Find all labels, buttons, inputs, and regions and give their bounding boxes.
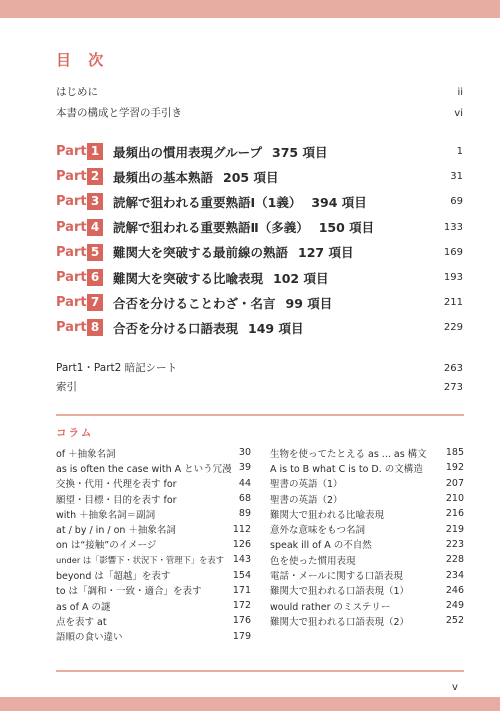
entry-page: ii bbox=[457, 87, 463, 98]
column-entry[interactable] bbox=[56, 598, 251, 613]
entry-label: 色を使った慣用表現 bbox=[270, 555, 356, 567]
entry-label: at / by / in / on ＋抽象名詞 bbox=[56, 525, 176, 537]
column-entry[interactable] bbox=[56, 552, 251, 567]
column-entry[interactable] bbox=[56, 567, 251, 582]
column-entry[interactable] bbox=[270, 491, 464, 506]
part-page: 133 bbox=[443, 221, 463, 233]
column-list-right bbox=[270, 445, 464, 629]
part-title: 読解で狙われる重要熟語Ⅰ（1義） 394 項目 bbox=[113, 194, 367, 210]
toc-entry[interactable] bbox=[56, 105, 463, 126]
entry-page: 171 bbox=[232, 584, 251, 596]
entry-label: under は「影響下・状況下・管理下」を表す bbox=[56, 554, 224, 565]
entry-label: 語順の食い違い bbox=[56, 632, 123, 644]
entry-label: 点を表す at bbox=[56, 616, 107, 628]
entry-page: 185 bbox=[445, 447, 464, 459]
part-number-badge: 1 bbox=[87, 143, 103, 160]
front-matter-list bbox=[56, 84, 463, 126]
part-item-count: 375 項目 bbox=[272, 144, 328, 160]
page-title: 目 次 bbox=[56, 51, 110, 69]
entry-page: 179 bbox=[232, 630, 251, 642]
column-entry[interactable] bbox=[56, 537, 251, 552]
column-entry[interactable] bbox=[270, 460, 464, 475]
column-entry[interactable] bbox=[270, 506, 464, 521]
entry-page: 89 bbox=[238, 508, 251, 520]
part-entry[interactable] bbox=[56, 315, 463, 340]
entry-page: 249 bbox=[445, 600, 464, 612]
entry-page: 228 bbox=[445, 554, 464, 566]
column-entry[interactable] bbox=[270, 537, 464, 552]
part-number-badge: 8 bbox=[87, 319, 103, 336]
entry-label: on は“接触”のイメージ bbox=[56, 540, 157, 552]
section-divider bbox=[56, 414, 464, 416]
part-page: 69 bbox=[450, 196, 463, 208]
column-entry[interactable] bbox=[56, 506, 251, 521]
column-list-left bbox=[56, 445, 251, 644]
entry-label: 難関大で狙われる口語表現（2） bbox=[270, 616, 410, 628]
entry-page: 143 bbox=[232, 554, 251, 566]
part-title: 最頻出の慣用表現グループ 375 項目 bbox=[113, 144, 328, 160]
column-entry[interactable] bbox=[56, 613, 251, 628]
entry-page: 234 bbox=[445, 569, 464, 581]
entry-page: 246 bbox=[445, 584, 464, 596]
entry-label: as is often the case with A という冗漫 bbox=[56, 463, 232, 475]
column-entry[interactable] bbox=[56, 445, 251, 460]
entry-label: 生物を使ってたとえる as ... as 構文 bbox=[270, 448, 427, 460]
entry-page: 30 bbox=[238, 447, 251, 459]
part-item-count: 127 項目 bbox=[298, 245, 354, 261]
entry-page: 219 bbox=[445, 523, 464, 535]
part-title: 合否を分ける口語表現 149 項目 bbox=[113, 320, 304, 336]
entry-page: 263 bbox=[443, 363, 463, 374]
part-word: Part bbox=[56, 320, 87, 336]
entry-label: with ＋抽象名詞＝副詞 bbox=[56, 509, 156, 521]
entry-label: 聖書の英語（1） bbox=[270, 479, 343, 491]
part-item-count: 99 項目 bbox=[285, 295, 333, 311]
entry-label: would rather のミステリー bbox=[270, 601, 391, 613]
part-number-badge: 4 bbox=[87, 219, 103, 236]
toc-entry[interactable] bbox=[56, 360, 463, 379]
column-entry[interactable] bbox=[270, 613, 464, 628]
entry-label: as of A の謎 bbox=[56, 601, 111, 613]
column-entry[interactable] bbox=[56, 583, 251, 598]
entry-page: 154 bbox=[232, 569, 251, 581]
part-page: 193 bbox=[443, 272, 463, 284]
part-word: Part bbox=[56, 219, 87, 235]
part-title: 最頻出の基本熟語 205 項目 bbox=[113, 169, 279, 185]
column-entry[interactable] bbox=[56, 476, 251, 491]
appendix-list bbox=[56, 360, 463, 398]
entry-page: 273 bbox=[443, 382, 463, 393]
column-entry[interactable] bbox=[270, 583, 464, 598]
part-word: Part bbox=[56, 270, 87, 286]
parts-list bbox=[56, 139, 463, 341]
bottom-divider bbox=[56, 670, 464, 672]
part-word: Part bbox=[56, 169, 87, 185]
column-entry[interactable] bbox=[56, 460, 251, 475]
part-entry[interactable] bbox=[56, 290, 463, 315]
part-entry[interactable] bbox=[56, 265, 463, 290]
entry-label: はじめに bbox=[56, 86, 98, 98]
entry-label: to は「調和・一致・適合」を表す bbox=[56, 586, 202, 598]
part-entry[interactable] bbox=[56, 215, 463, 240]
top-band bbox=[0, 0, 500, 18]
part-title: 難関大を突破する最前線の熟語 127 項目 bbox=[113, 245, 354, 261]
entry-label: 難関大で狙われる口語表現（1） bbox=[270, 586, 410, 598]
part-number-badge: 2 bbox=[87, 168, 103, 185]
bottom-band bbox=[0, 697, 500, 711]
entry-page: 39 bbox=[238, 462, 251, 474]
part-number-badge: 7 bbox=[87, 294, 103, 311]
part-word: Part bbox=[56, 144, 87, 160]
part-page: 169 bbox=[443, 246, 463, 258]
entry-label: 本書の構成と学習の手引き bbox=[56, 107, 182, 119]
entry-label: Part1・Part2 暗記シート bbox=[56, 362, 178, 374]
entry-label: 電話・メールに関する口語表現 bbox=[270, 571, 403, 583]
entry-page: 176 bbox=[232, 615, 251, 627]
column-entry[interactable] bbox=[270, 521, 464, 536]
part-item-count: 102 項目 bbox=[273, 270, 329, 286]
column-entry[interactable] bbox=[270, 476, 464, 491]
entry-label: 聖書の英語（2） bbox=[270, 494, 343, 506]
part-number-badge: 5 bbox=[87, 244, 103, 261]
part-title: 読解で狙われる重要熟語Ⅱ（多義） 150 項目 bbox=[113, 220, 375, 236]
entry-page: 223 bbox=[445, 538, 464, 550]
column-entry[interactable] bbox=[270, 567, 464, 582]
entry-page: 126 bbox=[232, 538, 251, 550]
part-entry[interactable] bbox=[56, 139, 463, 164]
part-word: Part bbox=[56, 194, 87, 210]
part-item-count: 149 項目 bbox=[248, 320, 304, 336]
entry-page: 207 bbox=[445, 477, 464, 489]
part-word: Part bbox=[56, 295, 87, 311]
column-section-title: コラム bbox=[56, 427, 94, 439]
part-item-count: 150 項目 bbox=[318, 220, 375, 236]
entry-label: speak ill of A の不自然 bbox=[270, 540, 372, 552]
entry-page: 44 bbox=[238, 477, 251, 489]
column-entry[interactable] bbox=[56, 521, 251, 536]
part-word: Part bbox=[56, 244, 87, 260]
part-item-count: 394 項目 bbox=[311, 194, 367, 210]
toc-entry[interactable] bbox=[56, 84, 463, 105]
entry-label: beyond は「超越」を表す bbox=[56, 571, 171, 583]
part-entry[interactable] bbox=[56, 164, 463, 189]
toc-entry[interactable] bbox=[56, 379, 463, 398]
entry-label: of ＋抽象名詞 bbox=[56, 448, 116, 460]
entry-label: A is to B what C is to D. の文構造 bbox=[270, 463, 423, 475]
entry-page: 112 bbox=[232, 523, 251, 535]
part-page: 229 bbox=[443, 322, 463, 334]
part-page: 1 bbox=[456, 146, 463, 158]
entry-page: 210 bbox=[445, 493, 464, 505]
part-item-count: 205 項目 bbox=[223, 169, 279, 185]
entry-page: vi bbox=[454, 108, 463, 119]
column-entry[interactable] bbox=[270, 445, 464, 460]
part-entry[interactable] bbox=[56, 189, 463, 214]
column-entry[interactable] bbox=[270, 598, 464, 613]
entry-label: 索引 bbox=[56, 381, 77, 393]
entry-label: 意外な意味をもつ名詞 bbox=[270, 525, 366, 537]
entry-label: 願望・目標・目的を表す for bbox=[56, 494, 177, 506]
entry-label: 交換・代用・代理を表す for bbox=[56, 479, 177, 491]
entry-page: 216 bbox=[445, 508, 464, 520]
part-title: 難関大を突破する比喩表現 102 項目 bbox=[113, 270, 329, 286]
entry-page: 172 bbox=[232, 600, 251, 612]
column-entry[interactable] bbox=[270, 552, 464, 567]
part-number-badge: 3 bbox=[87, 193, 103, 210]
entry-page: 252 bbox=[445, 615, 464, 627]
column-entry[interactable] bbox=[56, 491, 251, 506]
entry-page: 68 bbox=[238, 493, 251, 505]
part-entry[interactable] bbox=[56, 240, 463, 265]
part-page: 211 bbox=[443, 297, 463, 309]
entry-label: 難関大で狙われる比喩表現 bbox=[270, 509, 385, 521]
entry-page: 192 bbox=[445, 462, 464, 474]
part-number-badge: 6 bbox=[87, 269, 103, 286]
part-title: 合否を分けることわざ・名言 99 項目 bbox=[113, 295, 333, 311]
column-entry[interactable] bbox=[56, 629, 251, 644]
part-page: 31 bbox=[450, 171, 463, 183]
page-number: v bbox=[452, 682, 458, 693]
